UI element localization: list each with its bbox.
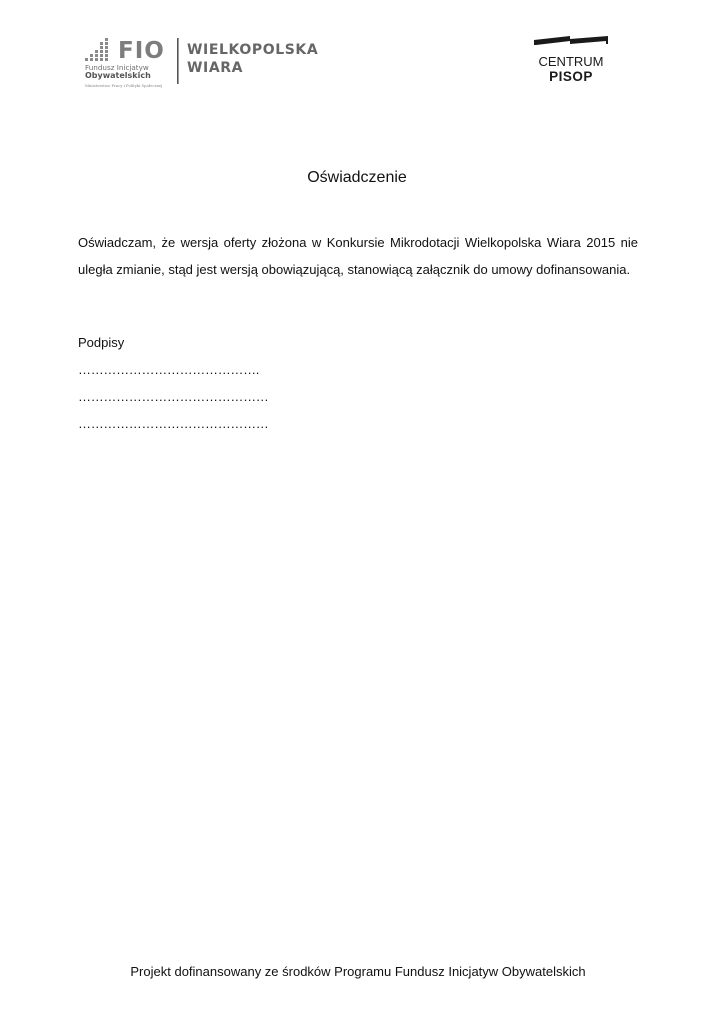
signature-line-2: ……………………………………… — [78, 389, 269, 404]
fio-logo-subtitle — [85, 64, 175, 80]
fio-dots-icon — [85, 38, 108, 61]
roof-icon — [534, 36, 608, 45]
document-title: Oświadczenie — [307, 169, 407, 186]
signatures-label: Podpisy — [78, 335, 125, 350]
wiara-logo-line2: WIARA — [187, 60, 244, 76]
statement-paragraph: Oświadczam, że wersja oferty złożona w Konkursie Mikrodotacji Wielkopolska Wiara 2015 nie uległa zmianie, stąd jest wersją obowiązującą, stanowiącą załącznik do umowy dofinansowania. — [78, 235, 638, 277]
fio-subtitle-line1: Fundusz Inicjatyw — [85, 63, 149, 72]
centrum-logo-line2: PISOP — [549, 69, 593, 84]
centrum-logo-line1: CENTRUM — [538, 54, 604, 69]
logo-divider — [177, 38, 179, 84]
fio-logo-title: FIO — [118, 38, 165, 64]
wiara-logo-line1: WIELKOPOLSKA — [187, 42, 319, 58]
signature-line-1: ……………………………………. — [78, 362, 260, 377]
signature-line-3: ……………………………………… — [78, 416, 269, 431]
footer-funding-note: Projekt dofinansowany ze środków Programu Fundusz Inicjatyw Obywatelskich — [130, 964, 586, 979]
fio-subtitle-line2: Obywatelskich — [85, 71, 151, 80]
fio-logo-ministry: Ministerstwo Pracy i Polityki Społecznej — [85, 83, 163, 88]
wielkopolska-wiara-logo — [187, 41, 318, 77]
